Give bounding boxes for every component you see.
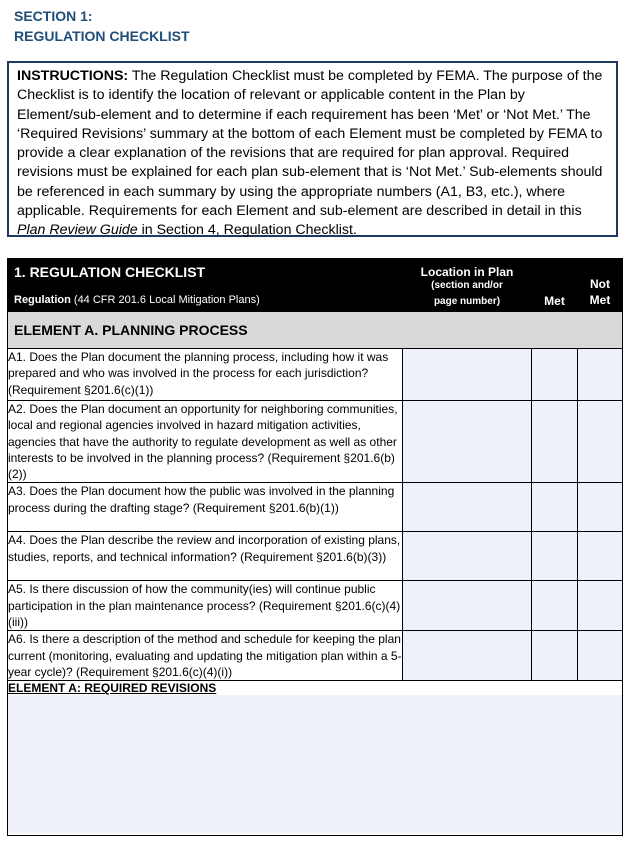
not-met-checkbox-a6[interactable] (578, 631, 623, 681)
instructions-text-2: in Section 4, Regulation Checklist. (137, 222, 357, 239)
table-row (8, 401, 623, 483)
location-input-a2[interactable] (403, 401, 532, 483)
instructions-lead: INSTRUCTIONS: (17, 68, 129, 84)
table-row (8, 349, 623, 401)
table-row (8, 483, 623, 532)
checklist-title: 1. REGULATION CHECKLIST (14, 264, 206, 280)
not-met-line-1: Not (590, 277, 610, 291)
requirement-a4: A4. Does the Plan describe the review and incorporation of existing plans, studies, reports, and technical information? (Requirement §201.6(b)(3)) (8, 532, 403, 581)
location-input-a3[interactable] (403, 483, 532, 532)
required-revisions-textarea[interactable] (8, 695, 622, 833)
not-met-checkbox-a1[interactable] (578, 349, 623, 401)
not-met-checkbox-a3[interactable] (578, 483, 623, 532)
location-input-a6[interactable] (403, 631, 532, 681)
header-location (403, 259, 532, 312)
not-met-line-2: Met (589, 293, 611, 307)
location-label: Location in Plan (420, 265, 514, 279)
met-checkbox-a2[interactable] (532, 401, 578, 483)
table-row (8, 532, 623, 581)
regulation-detail: (44 CFR 201.6 Local Mitigation Plans) (70, 294, 260, 306)
instructions-text-1: The Regulation Checklist must be completed by FEMA. The purpose of the Checklist is to identify the location of relevant or applicable content in the Plan by Element/sub-element and to determine if each requirement has been ‘Met’ or ‘Not Met.’ The ‘Required Revisions’ summary at the bottom of each Element must be completed by FEMA to provide a clear explanation of the revisions that are required for plan approval. Required revisions must be explained for each plan sub-element that is ‘Not Met.’ Sub-elements should be referenced in each summary by using the appropriate numbers (A1, B3, etc.), where applicable. Requirements for each Element and sub-element are described in detail in this (17, 68, 603, 220)
section-heading (14, 6, 190, 46)
table-header-row (8, 259, 623, 312)
section-number: SECTION 1: (14, 8, 93, 24)
location-input-a5[interactable] (403, 581, 532, 631)
element-a-title: ELEMENT A. PLANNING PROCESS (8, 312, 623, 349)
location-input-a4[interactable] (403, 532, 532, 581)
requirement-a3: A3. Does the Plan document how the public was involved in the planning process during the drafting stage? (Requirement §201.6(b)(1)) (8, 483, 403, 532)
location-input-a1[interactable] (403, 349, 532, 401)
not-met-checkbox-a4[interactable] (578, 532, 623, 581)
met-checkbox-a3[interactable] (532, 483, 578, 532)
not-met-checkbox-a5[interactable] (578, 581, 623, 631)
regulation-word: Regulation (14, 294, 71, 306)
revisions-area-row (8, 695, 623, 836)
met-checkbox-a6[interactable] (532, 631, 578, 681)
requirement-a1: A1. Does the Plan document the planning process, including how it was prepared and who was involved in the process for each jurisdiction? (Requirement §201.6(c)(1)) (8, 349, 403, 401)
met-checkbox-a1[interactable] (532, 349, 578, 401)
table-row (8, 631, 623, 681)
regulation-checklist-table (7, 258, 623, 836)
met-checkbox-a4[interactable] (532, 532, 578, 581)
instructions-guide-title: Plan Review Guide (17, 222, 138, 239)
requirement-a2: A2. Does the Plan document an opportunity for neighboring communities, local and regional agencies involved in hazard mitigation activities, agencies that have the authority to regulate development as well as other interests to be involved in the planning process? (Requirement §201.6(b)(2)) (8, 401, 403, 483)
met-checkbox-a5[interactable] (532, 581, 578, 631)
requirement-a5: A5. Is there discussion of how the community(ies) will continue public participation in the plan maintenance process? (Requirement §201.6(c)(4)(iii)) (8, 581, 403, 631)
table-row (8, 581, 623, 631)
revisions-label-row (8, 681, 623, 696)
section-title: REGULATION CHECKLIST (14, 28, 190, 44)
requirement-a6: A6. Is there a description of the method and schedule for keeping the plan current (monitoring, evaluating and updating the mitigation plan within a 5-year cycle)? (Requirement §201.6(c)(4)(i)) (8, 632, 402, 679)
regulation-label (8, 281, 402, 311)
not-met-checkbox-a2[interactable] (578, 401, 623, 483)
element-a-row (8, 312, 623, 349)
required-revisions-cell (8, 695, 623, 836)
location-sub-2: page number) (433, 296, 501, 307)
location-sub-1: (section and/or (431, 280, 503, 291)
header-met: Met (532, 259, 578, 312)
required-revisions-label: ELEMENT A: REQUIRED REVISIONS (8, 681, 623, 696)
header-not-met (578, 259, 623, 312)
instructions-box (7, 61, 618, 237)
header-regulation-cell (8, 259, 403, 312)
